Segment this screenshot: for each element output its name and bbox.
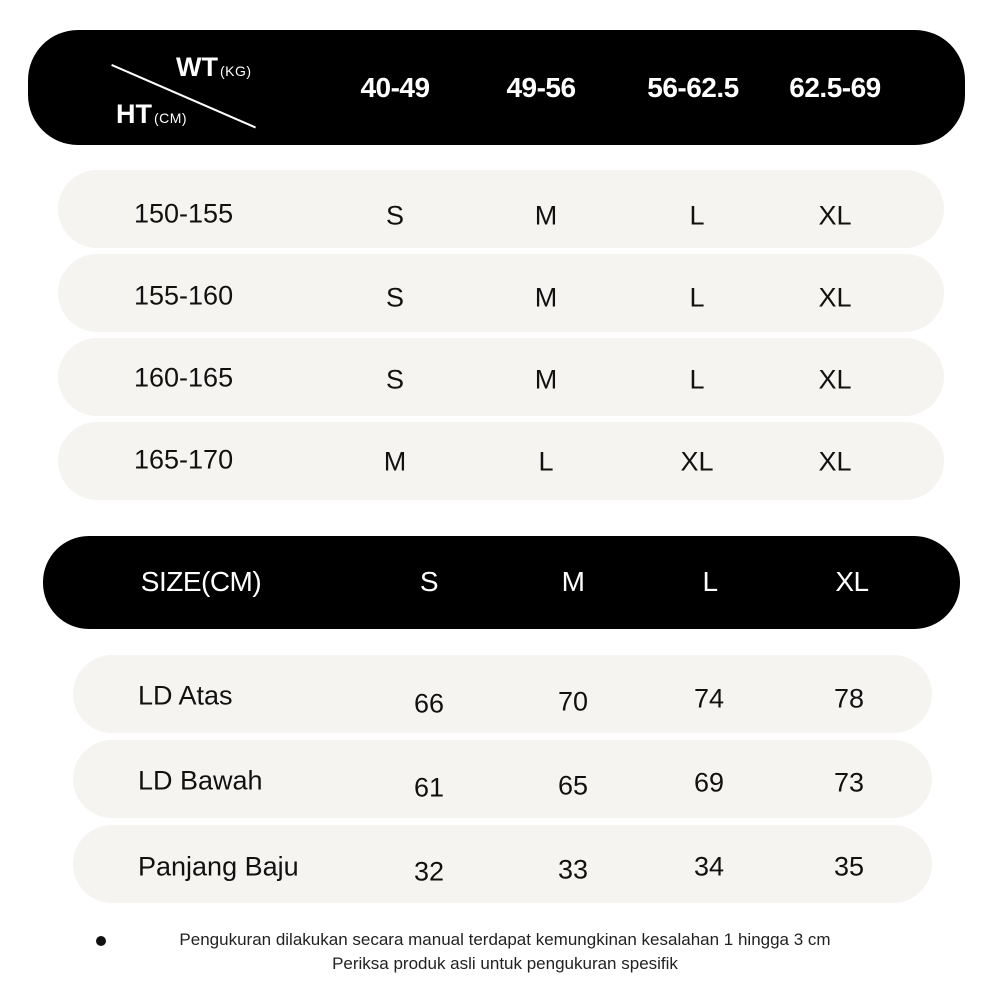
measurement-note: Pengukuran dilakukan secara manual terdapat kemungkinan kesalahan 1 hingga 3 cm: [179, 930, 831, 949]
measurement-value: 78: [833, 683, 865, 714]
corner-weight-text: WT: [176, 52, 218, 82]
size-cell: S: [385, 282, 405, 313]
measurement-value: 33: [557, 854, 589, 885]
measurement-value: 73: [833, 767, 865, 798]
height-range-label: 150-155: [134, 198, 234, 229]
size-cell: S: [385, 364, 405, 395]
height-range-label: 160-165: [134, 362, 234, 393]
measurement-value: 32: [413, 856, 445, 887]
corner-weight-label: [176, 52, 252, 83]
measurement-value: 66: [413, 688, 445, 719]
size-cell: XL: [818, 364, 852, 395]
size-cell: L: [538, 446, 554, 477]
weight-column-header: 56-62.5: [647, 72, 739, 103]
corner-height-label: [116, 99, 187, 130]
measurement-label: Panjang Baju: [138, 851, 299, 882]
size-cell: M: [534, 364, 558, 395]
size-column-header: S: [419, 566, 439, 597]
size-cell: M: [383, 446, 407, 477]
size-cell: S: [385, 200, 405, 231]
measurement-value: 74: [693, 683, 725, 714]
corner-height-unit: (CM): [154, 110, 188, 126]
weight-column-header: 49-56: [506, 72, 576, 103]
size-cell: M: [534, 200, 558, 231]
measurement-label: LD Atas: [138, 680, 233, 711]
size-cell: XL: [818, 282, 852, 313]
size-cell: XL: [680, 446, 714, 477]
corner-weight-unit: (KG): [219, 63, 252, 79]
corner-height-text: HT: [116, 99, 152, 129]
size-column-header: L: [702, 566, 718, 597]
size-header-label: SIZE(CM): [140, 566, 262, 597]
size-cell: L: [689, 364, 705, 395]
measurement-value: 61: [413, 772, 445, 803]
height-range-label: 155-160: [134, 280, 234, 311]
size-cell: M: [534, 282, 558, 313]
measurement-value: 69: [693, 767, 725, 798]
size-cell: L: [689, 282, 705, 313]
weight-column-header: 40-49: [360, 72, 430, 103]
measurement-value: 70: [557, 686, 589, 717]
measurement-value: 65: [557, 770, 589, 801]
size-column-header: M: [561, 566, 585, 597]
size-cell: XL: [818, 200, 852, 231]
measurement-value: 34: [693, 851, 725, 882]
height-range-label: 165-170: [134, 444, 234, 475]
size-cell: L: [689, 200, 705, 231]
measurement-label: LD Bawah: [138, 765, 263, 796]
measurement-value: 35: [833, 851, 865, 882]
verification-note: Periksa produk asli untuk pengukuran spesifik: [332, 954, 678, 973]
weight-column-header: 62.5-69: [789, 72, 881, 103]
size-cell: XL: [818, 446, 852, 477]
size-column-header: XL: [835, 566, 869, 597]
